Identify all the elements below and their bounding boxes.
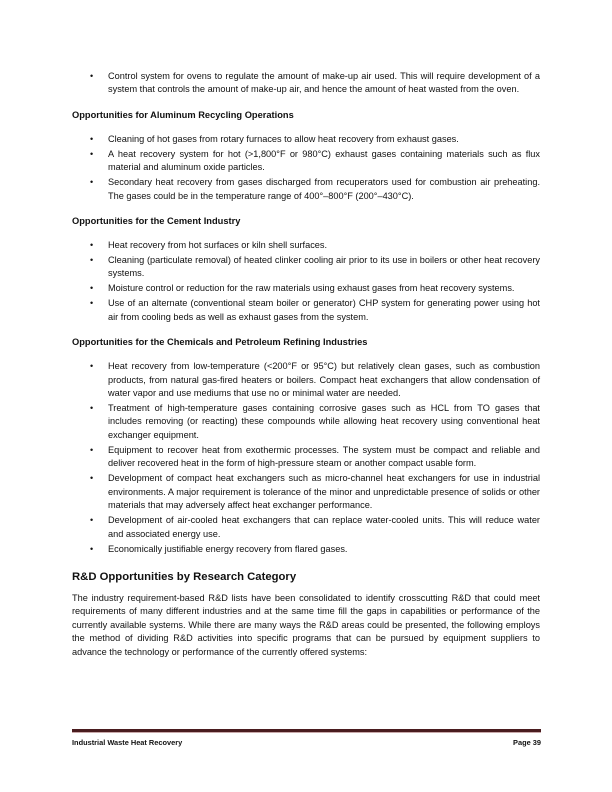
list-item: • Moisture control or reduction for the raw materials using exhaust gases from heat recovery systems. [72, 282, 540, 295]
bullet-icon: • [90, 255, 94, 266]
page-footer [72, 729, 541, 747]
list-item: • Control system for ovens to regulate the amount of make-up air used. This will require development of a system that controls the amount of make-up air, and hence the amount of heat wasted from the oven. [90, 71, 540, 95]
bullet-icon: • [90, 515, 94, 526]
bullet-icon: • [90, 177, 94, 188]
section-heading-cement: Opportunities for the Cement Industry [72, 216, 241, 227]
list-item: • Use of an alternate (conventional steam boiler or generator) CHP system for generating power using hot air from cooling beds as well as exhaust gases from the system. [90, 298, 540, 322]
list-item: • Development of compact heat exchangers such as micro-channel heat exchangers for use in industrial environments. A major requirement is tolerance of the minor and unpredictable presence of solids or other materials that may adversely affect heat exchanger performance. [90, 473, 540, 511]
list-item: • Equipment to recover heat from exothermic processes. The system must be compact and reliable and deliver recovered heat in the form of high-pressure steam or another compact usable form. [90, 444, 540, 469]
section-heading-aluminum: Opportunities for Aluminum Recycling Operations [72, 109, 294, 120]
aluminum-bullet-list [72, 133, 540, 203]
section-heading-chemicals: Opportunities for the Chemicals and Petroleum Refining Industries [72, 337, 368, 348]
list-item: • Economically justifiable energy recovery from flared gases. [72, 543, 540, 556]
oven-bullet-list [72, 70, 540, 97]
document-page [72, 70, 540, 659]
list-item: • A heat recovery system for hot (>1,800°F or 980°C) exhaust gases containing materials such as flux material and aluminum oxide particles. [90, 148, 540, 173]
bullet-icon: • [90, 71, 94, 81]
list-item: • Secondary heat recovery from gases discharged from recuperators used for combustion air preheating. The gases could be in the temperature range of 400°–800°F (200°–430°C). [90, 177, 540, 201]
bullet-icon: • [90, 283, 94, 294]
list-item: • Development of air-cooled heat exchangers that can replace water-cooled units. This will reduce water and associated energy use. [90, 515, 540, 539]
bullet-icon: • [90, 473, 94, 484]
footer-title: Industrial Waste Heat Recovery [72, 738, 183, 747]
bullet-icon: • [90, 148, 94, 159]
bullet-icon: • [90, 133, 94, 144]
page-number: Page 39 [513, 738, 541, 747]
list-item: • Heat recovery from low-temperature (<200°F or 95°C) but relatively clean gases, such as combustion products, from natural gas-fired heaters or boilers. Compact heat exchangers that allow condensation of water vapor and use mediums that use no or minimal water are needed. [90, 361, 540, 399]
bullet-icon: • [90, 543, 94, 554]
chemicals-bullet-list [72, 360, 540, 556]
list-item: • Heat recovery from hot surfaces or kiln shell surfaces. [72, 239, 540, 252]
list-item: • Cleaning (particulate removal) of heated clinker cooling air prior to its use in boilers or other heat recovery systems. [90, 255, 540, 279]
section-heading-rd: R&D Opportunities by Research Category [72, 570, 297, 583]
bullet-icon: • [90, 444, 94, 455]
cement-bullet-list [72, 239, 540, 324]
list-item: • Cleaning of hot gases from rotary furnaces to allow heat recovery from exhaust gases. [72, 133, 540, 146]
footer-rule-accent [72, 732, 541, 733]
bullet-icon: • [90, 240, 94, 251]
bullet-icon: • [90, 361, 94, 372]
list-item: • Treatment of high-temperature gases containing corrosive gases such as HCL from TO gases that includes removing (or reacting) these compounds while allowing heat recovery using conventional heat exchanger equipment. [90, 403, 540, 440]
bullet-icon: • [90, 298, 94, 309]
rd-paragraph: The industry requirement-based R&D lists have been consolidated to identify crosscutting R&D that could meet requirements of many different industries and at the same time fill the gaps in capabilities or performance of the currently available systems. While there are many ways the R&D areas could be presented, the following employs the method of dividing R&D activities into specific programs that can be pursued by equipment suppliers to advance the technology or performance of the currently offered systems: [72, 592, 540, 657]
bullet-icon: • [90, 403, 94, 414]
